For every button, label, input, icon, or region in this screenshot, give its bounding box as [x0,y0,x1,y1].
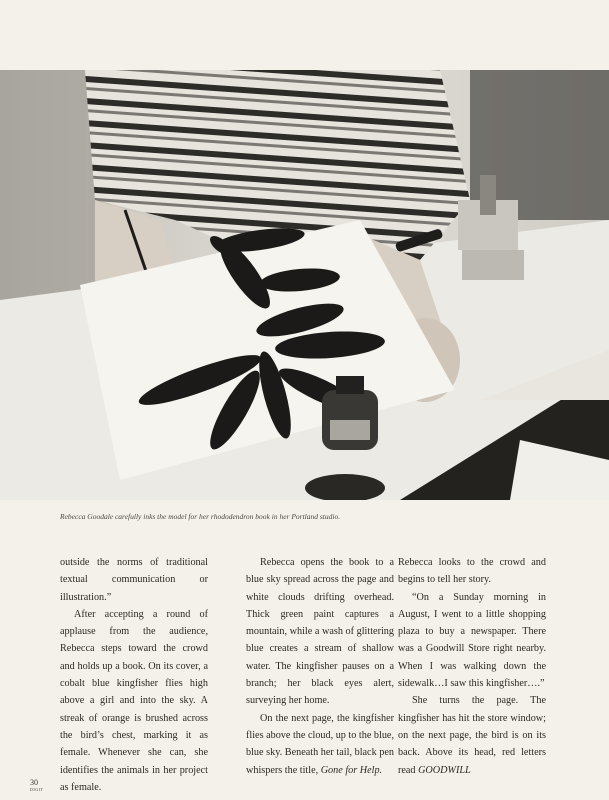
paragraph: Rebecca opens the book to a blue sky spread across the page and white clouds drifting overhead. Thick green paint captures a mountain, while a wash of glittering blue creates a stream of shallow water. The kingfisher pauses on a branch; her black eyes alert, surveying her home. [246,557,394,707]
page-number: 30 [30,778,38,787]
paragraph: outside the norms of traditional textual communication or illustration.” [60,557,208,603]
text-column-1 [60,554,208,796]
text-column-3 [398,554,546,779]
paragraph: Rebecca looks to the crowd and begins to tell her story. [398,557,546,586]
photo-caption: Rebecca Goodale carefully inks the model for her rhododendron book in her Portland studio. [60,512,341,521]
paragraph [398,692,546,778]
folio [30,779,43,793]
studio-photo [0,70,609,500]
paragraph-text: She turns the page. The kingfisher has hit the store window; on the next page, the bird is on its back. Above its head, red letters read [398,695,546,776]
paragraph [246,710,394,779]
paragraph: “On a Sunday morning in August, I went to a little shopping plaza to buy a newspaper. There was a Goodwill Store right nearby. When I was walking down the sidewalk…I saw this kingfisher….” [398,591,546,690]
sign-text: GOODWILL [418,764,471,776]
folio-label: DIGIT [30,787,44,792]
book-title: Gone for Help. [320,764,383,776]
paragraph: After accepting a round of applause from the audience, Rebecca steps toward the crowd and holds up a book. On its cover, a cobalt blue kingfisher flies high above a girl and into the sky. A streak of orange is brushed across the bird’s chest, marking it as female. Whenever she can, she identifies the animals in her project as female. [60,608,208,793]
text-column-2 [246,554,394,779]
photo-illustration [0,70,609,500]
paragraph-text: On the next page, the kingfisher flies above the cloud, up to the blue, blue sky. Beneath her tail, black pen whispers the title, [246,712,394,776]
